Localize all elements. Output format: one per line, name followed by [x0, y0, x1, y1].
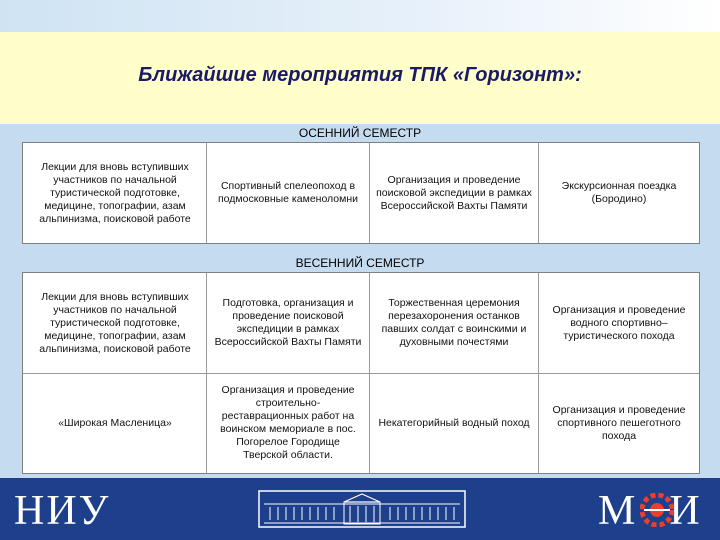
autumn-expedition-cell: Организация и проведение поисковой экспедиции в рамках Всероссийской Вахты Памяти — [376, 173, 532, 212]
spring-hike-cell: Некатегорийный водный поход — [378, 416, 530, 429]
niu-logo: НИУ — [14, 488, 111, 534]
spring-ceremony-cell: Торжественная церемония перезахоронения останков павших солдат с воинскими и духовными почестями — [381, 297, 527, 348]
building-icon — [258, 490, 466, 528]
mei-emblem-icon — [640, 493, 674, 527]
spring-water-trip-cell: Организация и проведение водного спортивно–туристического похода — [552, 303, 686, 342]
autumn-divider — [206, 143, 207, 243]
autumn-heading: ОСЕННИЙ СЕМЕСТР — [298, 126, 422, 140]
spring-heading: ВЕСЕННИЙ СЕМЕСТР — [295, 256, 425, 270]
spring-lectures-cell: Лекции для вновь вступивших участников по начальной туристической подготовке, медицине, топографии, азам альпинизма, поисковой работе — [39, 290, 191, 355]
autumn-excursion-cell: Экскурсионная поездка (Бородино) — [561, 180, 677, 205]
autumn-divider — [369, 143, 370, 243]
autumn-table — [22, 142, 700, 244]
spring-table — [22, 272, 700, 474]
mei-logo-i: И — [669, 488, 700, 534]
autumn-lectures-cell: Лекции для вновь вступивших участников по начальной туристической подготовке, медицине, топографии, азам альпинизма, поисковой работе — [39, 160, 191, 225]
top-gradient-bar — [0, 0, 720, 32]
mei-logo-m: М — [598, 488, 636, 534]
slide-title: Ближайшие мероприятия ТПК «Горизонт»: — [138, 64, 582, 86]
autumn-divider — [538, 143, 539, 243]
spring-expedition-cell: Подготовка, организация и проведение поисковой экспедиции в рамках Всероссийской Вахты Памяти — [214, 297, 362, 348]
spring-maslenitsa-cell: «Широкая Масленица» — [58, 416, 172, 429]
autumn-caving-cell: Спортивный спелеопоход в подмосковные каменоломни — [217, 180, 359, 205]
spring-walking-trip-cell: Организация и проведение спортивного пешеготного похода — [552, 403, 686, 442]
spring-restoration-cell: Организация и проведение строительно-реставрационных работ на воинском мемориале в пос. Погорелое Городище Тверской области. — [220, 384, 356, 461]
